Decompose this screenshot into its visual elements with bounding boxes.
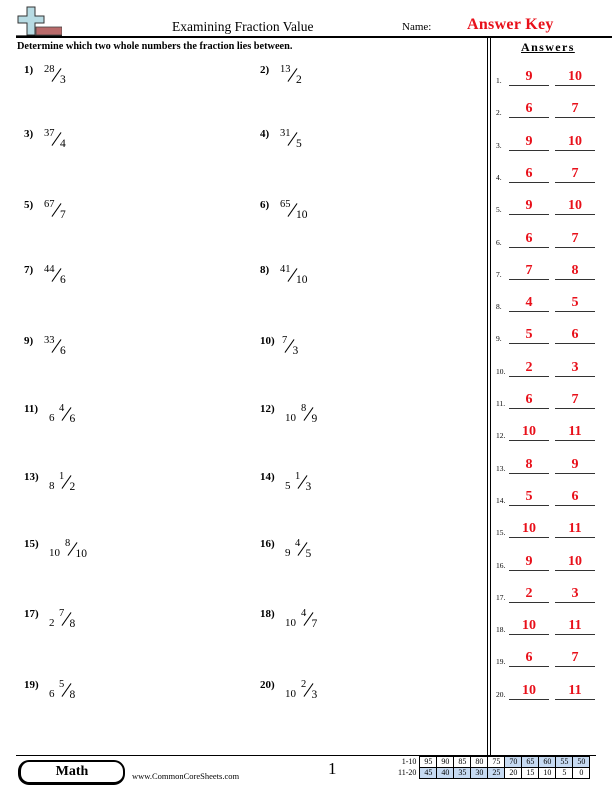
score-table [396, 756, 590, 779]
answer-blank-low[interactable]: 6 [509, 231, 549, 248]
answer-row [496, 357, 612, 377]
answer-blank-high[interactable]: 10 [555, 198, 595, 215]
denominator: 3 [60, 74, 66, 86]
answer-number: 3. [496, 140, 502, 150]
whole-number: 10 [285, 617, 296, 629]
answer-row [496, 647, 612, 667]
answer-row [496, 131, 612, 151]
denominator: 4 [60, 138, 66, 150]
score-row-label: 1-10 [401, 757, 417, 766]
answer-number: 6. [496, 237, 502, 247]
answer-blank-high[interactable]: 11 [555, 683, 595, 700]
answer-blank-low[interactable]: 6 [509, 650, 549, 667]
answer-number: 8. [496, 302, 502, 312]
answer-blank-low[interactable]: 9 [509, 134, 549, 151]
problem-number: 17) [24, 608, 39, 620]
answer-blank-low[interactable]: 10 [509, 521, 549, 538]
answer-blank-high[interactable]: 10 [555, 134, 595, 151]
score-cell: 85 [454, 757, 471, 768]
answer-blank-low[interactable]: 8 [509, 457, 549, 474]
answer-blank-high[interactable]: 3 [555, 360, 595, 377]
answer-blank-low[interactable]: 9 [509, 554, 549, 571]
numerator: 44 [44, 264, 55, 275]
answer-row [496, 551, 612, 571]
score-cell: 30 [471, 768, 488, 779]
answer-number: 10. [496, 366, 506, 376]
column-divider [490, 37, 491, 755]
denominator: 5 [296, 138, 302, 150]
score-cell: 60 [539, 757, 556, 768]
answer-row [496, 163, 612, 183]
answer-row [496, 324, 612, 344]
denominator: 9 [311, 413, 318, 425]
answer-blank-high[interactable]: 11 [555, 424, 595, 441]
website-link: www.CommonCoreSheets.com [132, 771, 240, 781]
problem-number: 7) [24, 264, 34, 276]
answer-blank-low[interactable]: 2 [509, 360, 549, 377]
numerator: 7 [282, 335, 288, 346]
numerator: 13 [280, 64, 291, 75]
denominator: 8 [69, 618, 76, 630]
answer-number: 20. [496, 689, 506, 699]
denominator: 3 [292, 345, 299, 357]
whole-number: 10 [285, 412, 296, 424]
whole-number: 9 [285, 547, 291, 559]
score-row-label: 11-20 [398, 768, 417, 777]
answer-row [496, 583, 612, 603]
column-divider [487, 37, 488, 755]
answer-row [496, 421, 612, 441]
answer-number: 14. [496, 495, 506, 505]
numerator: 2 [301, 679, 307, 690]
problem-number: 14) [260, 471, 275, 483]
score-cell: 25 [488, 768, 505, 779]
numerator: 1 [295, 471, 301, 482]
whole-number: 5 [285, 480, 291, 492]
answer-blank-high[interactable]: 5 [555, 295, 595, 312]
answer-blank-low[interactable]: 9 [509, 69, 549, 86]
answer-blank-high[interactable]: 3 [555, 586, 595, 603]
name-value: Answer Key [467, 16, 554, 33]
score-cell: 20 [505, 768, 522, 779]
answer-blank-high[interactable]: 6 [555, 327, 595, 344]
answer-blank-low[interactable]: 10 [509, 424, 549, 441]
numerator: 4 [295, 538, 301, 549]
denominator: 8 [69, 689, 76, 701]
answer-blank-low[interactable]: 6 [509, 166, 549, 183]
denominator: 10 [296, 274, 308, 286]
header-divider [16, 36, 612, 38]
score-cell: 90 [437, 757, 454, 768]
score-cell: 75 [488, 757, 505, 768]
answer-blank-high[interactable]: 11 [555, 618, 595, 635]
answer-row [496, 389, 612, 409]
whole-number: 6 [49, 412, 55, 424]
numerator: 37 [44, 128, 55, 139]
score-cell: 55 [556, 757, 573, 768]
answer-row [496, 195, 612, 215]
problem-number: 19) [24, 679, 39, 691]
answer-number: 9. [496, 334, 502, 344]
denominator: 7 [60, 209, 66, 221]
numerator: 1 [59, 471, 65, 482]
score-cell: 35 [454, 768, 471, 779]
answer-blank-low[interactable]: 5 [509, 327, 549, 344]
problem-number: 5) [24, 199, 34, 211]
problem-number: 10) [260, 335, 275, 347]
answer-row [496, 615, 612, 635]
score-cell: 5 [556, 768, 573, 779]
answer-row [496, 680, 612, 700]
numerator: 4 [59, 403, 65, 414]
problem-number: 12) [260, 403, 275, 415]
answer-number: 17. [496, 592, 506, 602]
problem-number: 15) [24, 538, 39, 550]
answer-blank-low[interactable]: 9 [509, 198, 549, 215]
whole-number: 10 [285, 688, 296, 700]
problem-number: 8) [260, 264, 270, 276]
answers-heading: Answers [521, 40, 575, 54]
numerator: 8 [65, 538, 71, 549]
answer-blank-low[interactable]: 7 [509, 263, 549, 280]
answer-blank-low[interactable]: 2 [509, 586, 549, 603]
numerator: 4 [301, 608, 307, 619]
problem-number: 9) [24, 335, 34, 347]
page-number: 1 [328, 759, 337, 778]
numerator: 28 [44, 64, 55, 75]
answer-blank-high[interactable]: 7 [555, 101, 595, 118]
score-cell: 15 [522, 768, 539, 779]
answer-number: 2. [496, 108, 502, 118]
score-row [396, 757, 590, 768]
answer-row [496, 98, 612, 118]
answer-blank-low[interactable]: 10 [509, 683, 549, 700]
score-cell: 50 [573, 757, 590, 768]
denominator: 2 [296, 74, 302, 86]
instructions: Determine which two whole numbers the fraction lies between. [17, 41, 293, 52]
problem-number: 20) [260, 679, 275, 691]
answer-row [496, 518, 612, 538]
denominator: 2 [69, 481, 76, 493]
answer-number: 5. [496, 205, 502, 215]
numerator: 33 [44, 335, 55, 346]
score-cell: 70 [505, 757, 522, 768]
answer-row [496, 260, 612, 280]
answer-blank-high[interactable]: 9 [555, 457, 595, 474]
numerator: 31 [280, 128, 291, 139]
answer-number: 12. [496, 431, 506, 441]
denominator: 6 [60, 274, 66, 286]
answer-blank-high[interactable]: 8 [555, 263, 595, 280]
numerator: 67 [44, 199, 55, 210]
problem-number: 18) [260, 608, 275, 620]
answer-blank-high[interactable]: 10 [555, 69, 595, 86]
answer-blank-high[interactable]: 7 [555, 231, 595, 248]
denominator: 7 [311, 618, 318, 630]
problem-number: 2) [260, 64, 270, 76]
whole-number: 8 [49, 480, 55, 492]
problem-number: 6) [260, 199, 270, 211]
answer-number: 19. [496, 657, 506, 667]
denominator: 10 [296, 209, 308, 221]
answer-blank-low[interactable]: 6 [509, 101, 549, 118]
whole-number: 2 [49, 617, 55, 629]
answer-number: 11. [496, 399, 506, 408]
answer-blank-low[interactable]: 10 [509, 618, 549, 635]
problem-number: 13) [24, 471, 39, 483]
problem-number: 11) [24, 403, 39, 415]
answer-number: 18. [496, 625, 506, 635]
answer-blank-high[interactable]: 7 [555, 392, 595, 409]
numerator: 7 [59, 608, 65, 619]
numerator: 5 [59, 679, 65, 690]
answer-blank-low[interactable]: 4 [509, 295, 549, 312]
answer-number: 15. [496, 528, 506, 538]
score-cell: 95 [420, 757, 437, 768]
plus-sign-icon [14, 5, 62, 37]
problem-number: 3) [24, 128, 34, 140]
answer-row [496, 228, 612, 248]
denominator: 3 [311, 689, 318, 701]
answer-blank-low[interactable]: 5 [509, 489, 549, 506]
answer-number: 16. [496, 560, 506, 570]
answer-blank-high[interactable]: 7 [555, 166, 595, 183]
answer-row [496, 486, 612, 506]
denominator: 5 [305, 548, 312, 560]
numerator: 41 [280, 264, 291, 275]
answer-blank-high[interactable]: 11 [555, 521, 595, 538]
problem-number: 1) [24, 64, 34, 76]
answer-row [496, 66, 612, 86]
score-cell: 40 [437, 768, 454, 779]
subject-badge: Math [18, 760, 125, 785]
answer-blank-low[interactable]: 6 [509, 392, 549, 409]
score-cell: 80 [471, 757, 488, 768]
whole-number: 6 [49, 688, 55, 700]
numerator: 65 [280, 199, 291, 210]
answer-number: 4. [496, 172, 502, 182]
worksheet-title: Examining Fraction Value [172, 19, 314, 34]
numerator: 8 [301, 403, 307, 414]
name-label: Name: [402, 21, 432, 33]
problem-number: 16) [260, 538, 275, 550]
score-cell: 65 [522, 757, 539, 768]
score-cell: 10 [539, 768, 556, 779]
answer-row [496, 292, 612, 312]
answer-row [496, 454, 612, 474]
answer-blank-high[interactable]: 6 [555, 489, 595, 506]
answer-blank-high[interactable]: 7 [555, 650, 595, 667]
problem-number: 4) [260, 128, 270, 140]
score-row [396, 768, 590, 779]
denominator: 6 [69, 413, 76, 425]
answer-number: 7. [496, 269, 502, 279]
answer-number: 13. [496, 463, 506, 473]
score-cell: 45 [420, 768, 437, 779]
denominator: 6 [60, 345, 66, 357]
answer-blank-high[interactable]: 10 [555, 554, 595, 571]
whole-number: 10 [49, 547, 60, 559]
answer-number: 1. [496, 76, 502, 85]
score-cell: 0 [573, 768, 590, 779]
denominator: 10 [75, 548, 87, 560]
denominator: 3 [305, 481, 312, 493]
